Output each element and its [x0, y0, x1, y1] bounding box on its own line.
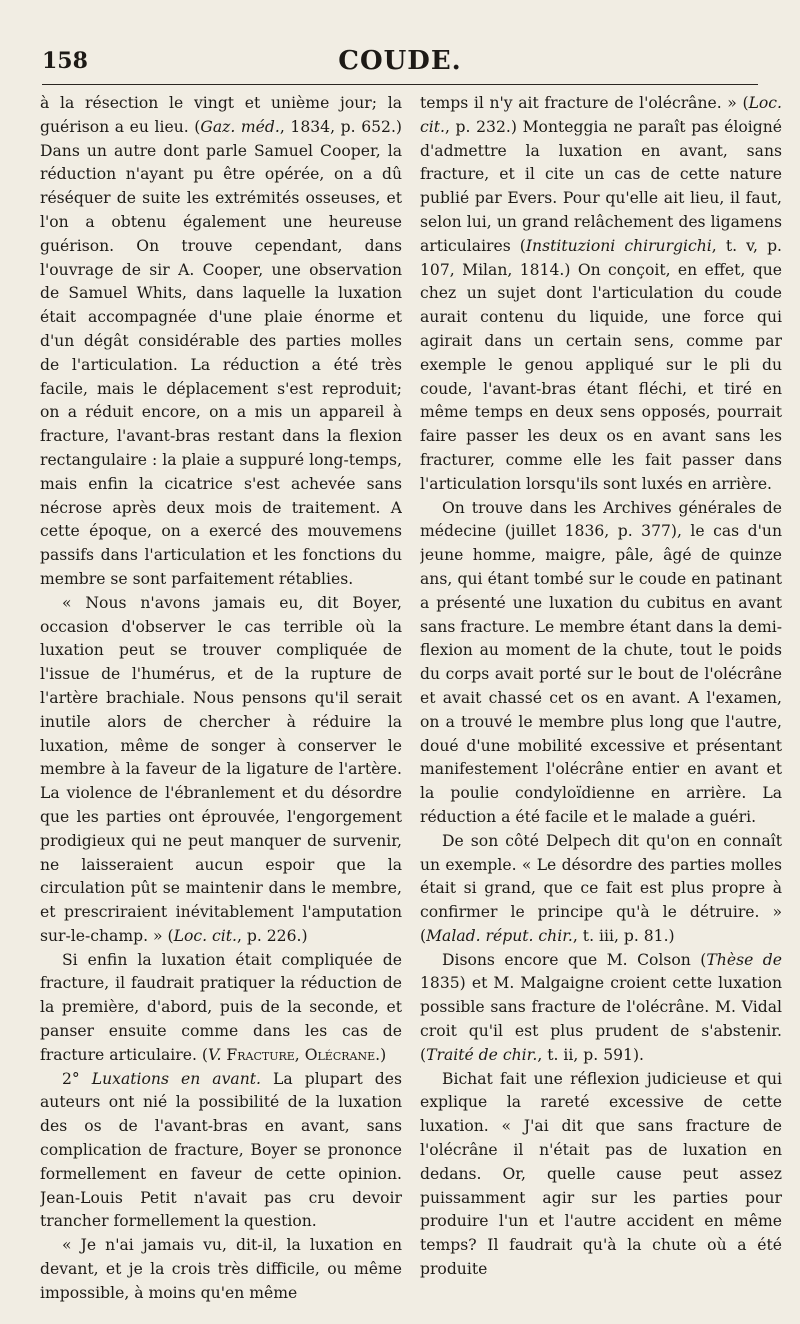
text-run: , 1834, p. 652.) Dans un autre dont parle Samuel Cooper, la réduction n'ayant pu être opérée, on a dû réséquer de suite les extrémités osseuses, et l'on a obtenu également une heureuse guérison. On trouve cependant, dans l'ouvrage de sir A. Cooper, une observation de Samuel Whits, dans laquelle la luxation était accompagnée d'une plaie énorme et d'un dégât considérable des parties molles de l'articulation. La réduction a été très facile, mais le déplacement s'est reproduit; on a réduit encore, on a mis un appareil à fracture, l'avant-bras restant dans la flexion rectangulaire : la plaie a suppuré long-temps, mais enfin la cicatrice s'est achevée sans nécrose après deux mois de traitement. A cette époque, on a exercé des mouvemens passifs dans l'articulation et les fonctions du membre se sont parfaitement rétablies.	[40, 117, 402, 588]
paragraph	[420, 949, 782, 1068]
text-run: , t. ii, p. 591).	[537, 1045, 645, 1064]
text-run: )	[380, 1045, 387, 1064]
italic-text: Traité de chir.	[426, 1045, 538, 1064]
paragraph	[40, 92, 402, 592]
paragraph	[40, 949, 402, 1068]
page-number: 158	[42, 48, 88, 74]
paragraph	[420, 830, 782, 949]
text-run: « Nous n'avons jamais eu, dit Boyer, occasion d'observer le cas terrible où la luxation peut se trouver compliquée de l'issue de l'humérus, et de la rupture de l'artère brachiale. Nous pensons qu'il serait inutile alors de chercher à réduire la luxation, même de songer à conserver le membre à la faveur de la ligature de l'artère. La violence de l'ébranlement et du désordre que les parties ont éprouvée, l'engorgement prodigieux qui ne peut manquer de survenir, ne laisseraient aucun espoir que la circulation pût se maintenir dans le membre, et prescriraient inévitablement l'amputation sur-le-champ. » (	[40, 593, 402, 945]
paragraph	[420, 1068, 782, 1282]
italic-text: Loc. cit.	[173, 926, 237, 945]
left-column	[40, 92, 402, 1312]
paragraph	[40, 1068, 402, 1235]
text-run: La plupart des auteurs ont nié la possibilité de la luxation des os de l'avant-bras en avant, sans complication de fracture, Boyer se prononce formellement en faveur de cette opinion. Jean-Louis Petit n'avait pas cru devoir trancher formellement la question.	[40, 1069, 402, 1231]
italic-text: Gaz. méd.	[200, 117, 280, 136]
text-run: On trouve dans les Archives générales de médecine (juillet 1836, p. 377), le cas d'un jeune homme, maigre, pâle, âgé de quinze ans, qui étant tombé sur le coude en patinant a présenté une luxation du cubitus en avant sans fracture. Le membre étant dans la demi-flexion au moment de la chute, tout le poids du corps avait porté sur le bout de l'olécrâne et avait chassé cet os en avant. A l'examen, on a trouvé le membre plus long que l'autre, doué d'une mobilité excessive et présentant manifestement l'olécrâne entier en avant et la poulie condyloïdienne en arrière. La réduction a été facile et le malade a guéri.	[420, 498, 782, 826]
text-run: à la résection le vingt et unième jour; la guérison a eu lieu. (	[40, 94, 402, 136]
text-run: Disons encore que M. Colson (	[442, 950, 707, 969]
text-run: temps il n'y ait fracture de l'olécrâne. » (	[420, 94, 749, 112]
right-column	[420, 92, 782, 1312]
italic-text: Loc. cit.	[420, 94, 782, 136]
italic-text: Luxations en avant.	[91, 1069, 261, 1088]
small-caps-text: Fracture, Olécrane.	[226, 1045, 381, 1064]
text-run: Bichat fait une réflexion judicieuse et qui explique la rareté excessive de cette luxation. « J'ai dit que sans fracture de l'olécrâne il n'était pas de luxation en dedans. Or, quelle cause peut assez puissamment agir sur les parties pour produire l'un et l'autre accident en même temps? Il faudrait qu'à la chute où a été produite	[420, 1069, 782, 1279]
text-run: Si enfin la luxation était compliquée de fracture, il faudrait pratiquer la réduction de la première, d'abord, puis de la seconde, et panser ensuite comme dans les cas de fracture articulaire. (	[40, 950, 402, 1064]
text-run: De son côté Delpech dit qu'on en connaît un exemple. « Le désordre des parties molles était si grand, que ce fait est plus propre à confirmer le principe qu'à le détruire. » (	[420, 831, 782, 945]
paragraph	[40, 1234, 402, 1305]
italic-text: Malad. réput. chir.	[426, 926, 573, 945]
text-run: « Je n'ai jamais vu, dit-il, la luxation en devant, et je la crois très difficile, ou même impossible, à moins qu'en même	[40, 1236, 402, 1302]
text-run: , t. iii, p. 81.)	[572, 926, 675, 945]
italic-text: Thèse de	[706, 950, 782, 969]
text-run: , t. v, p. 107, Milan, 1814.) On conçoit, en effet, que chez un sujet dont l'articulation du coude aurait contenu du liquide, une force qui agirait dans un certain sens, comme par exemple le genou appliqué sur le pli du coude, l'avant-bras étant fléchi, et tiré en même temps en deux sens opposés, pourrait faire passer les deux os en avant sans les fracturer, comme elle les fait passer dans l'articulation lorsqu'ils sont luxés en arrière.	[420, 236, 782, 493]
paragraph	[40, 592, 402, 949]
running-title: COUDE.	[338, 46, 462, 76]
italic-text: V.	[207, 1045, 222, 1064]
text-run: 1835) et M. Malgaigne croient cette luxation possible sans fracture de l'olécrâne. M. Vidal croit qu'il est plus prudent de s'abstenir. (	[420, 974, 782, 1064]
text-run: , p. 226.)	[236, 926, 308, 945]
paragraph	[420, 497, 782, 830]
paragraph	[420, 92, 782, 497]
text-run: , p. 232.) Monteggia ne paraît pas éloigné d'admettre la luxation en avant, sans fracture, et il cite un cas de cette nature publié par Evers. Pour qu'elle ait lieu, il faut, selon lui, un grand relâchement des ligamens articulaires (	[420, 117, 782, 255]
page-header	[42, 44, 758, 85]
italic-text: Instituzioni chirurgichi	[525, 236, 712, 255]
text-run: 2°	[62, 1069, 92, 1088]
